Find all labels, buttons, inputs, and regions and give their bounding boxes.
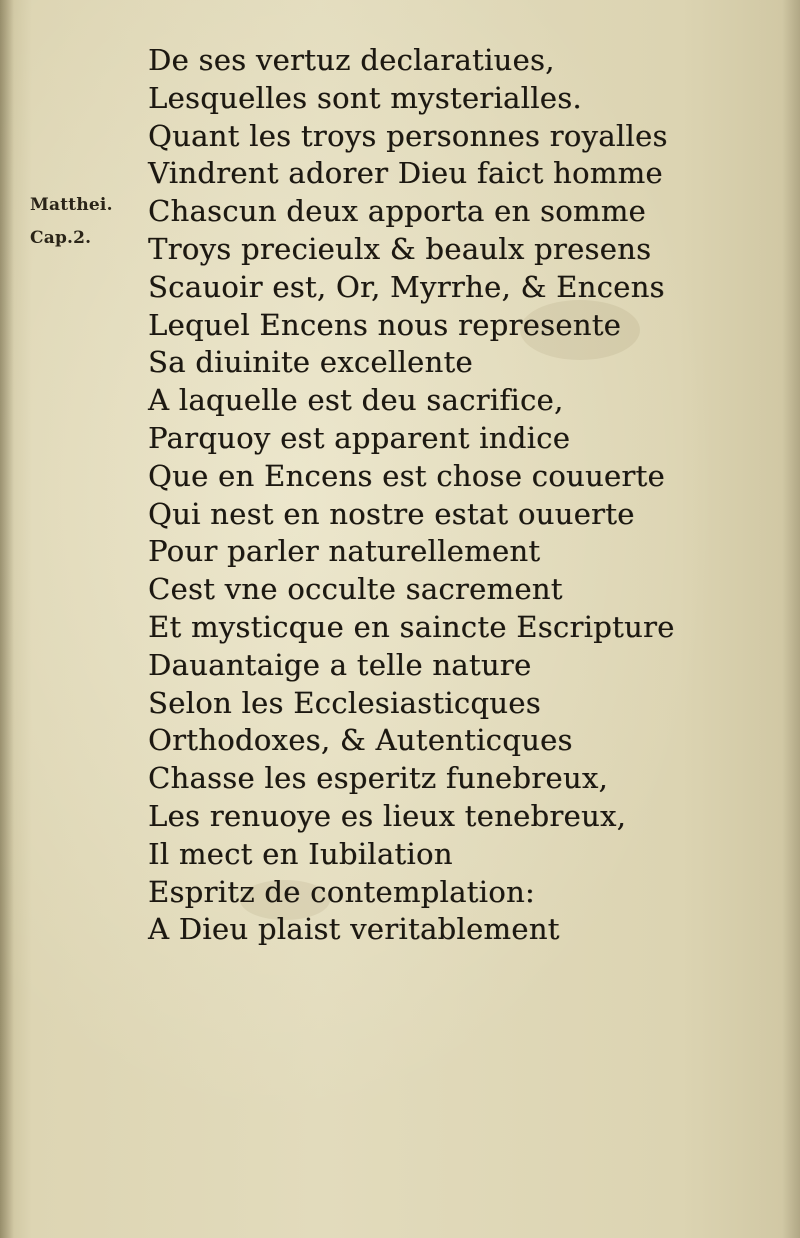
verse-line: A laquelle est deu sacrifice, bbox=[148, 383, 564, 418]
verse-line: Scauoir est, Or, Myrrhe, & Encens bbox=[148, 269, 665, 304]
verse-line: Orthodoxes, & Autenticques bbox=[148, 723, 573, 758]
margin-note-chapter: Cap.2. bbox=[30, 228, 92, 248]
verse-line: Chasse les esperitz funebreux, bbox=[148, 761, 608, 796]
verse-line: Espritz de contemplation: bbox=[148, 874, 536, 909]
verse-block bbox=[148, 42, 768, 949]
verse-line: Vindrent adorer Dieu faict homme bbox=[148, 156, 663, 191]
verse-line: De ses vertuz declaratiues, bbox=[148, 43, 555, 77]
verse-line: Quant les troys personnes royalles bbox=[148, 118, 668, 153]
verse-line: Que en Encens est chose couuerte bbox=[148, 458, 665, 493]
gutter-shadow bbox=[0, 0, 14, 1238]
verse-line: Cest vne occulte sacrement bbox=[148, 572, 563, 607]
margin-note-reference: Matthei. bbox=[30, 195, 113, 215]
verse-line: Chascun deux apporta en somme bbox=[148, 194, 646, 229]
verse-line: Sa diuinite excellente bbox=[148, 345, 473, 380]
verse-line: Qui nest en nostre estat ouuerte bbox=[148, 496, 635, 531]
verse-line: Les renuoye es lieux tenebreux, bbox=[148, 798, 627, 833]
verse-line: Parquoy est apparent indice bbox=[148, 420, 571, 455]
verse-line: Lequel Encens nous represente bbox=[148, 307, 622, 342]
verse-line: Selon les Ecclesiasticques bbox=[148, 685, 541, 720]
verse-line: Troys precieulx & beaulx presens bbox=[148, 231, 652, 266]
page-edge-shadow bbox=[782, 0, 800, 1238]
verse-line: Il mect en Iubilation bbox=[148, 836, 453, 871]
verse-line: Lesquelles sont mysterialles. bbox=[148, 80, 582, 115]
verse-line: A Dieu plaist veritablement bbox=[148, 912, 560, 947]
verse-line: Pour parler naturellement bbox=[148, 534, 541, 569]
verse-line: Dauantaige a telle nature bbox=[148, 647, 532, 682]
verse-line: Et mysticque en saincte Escripture bbox=[148, 609, 675, 644]
